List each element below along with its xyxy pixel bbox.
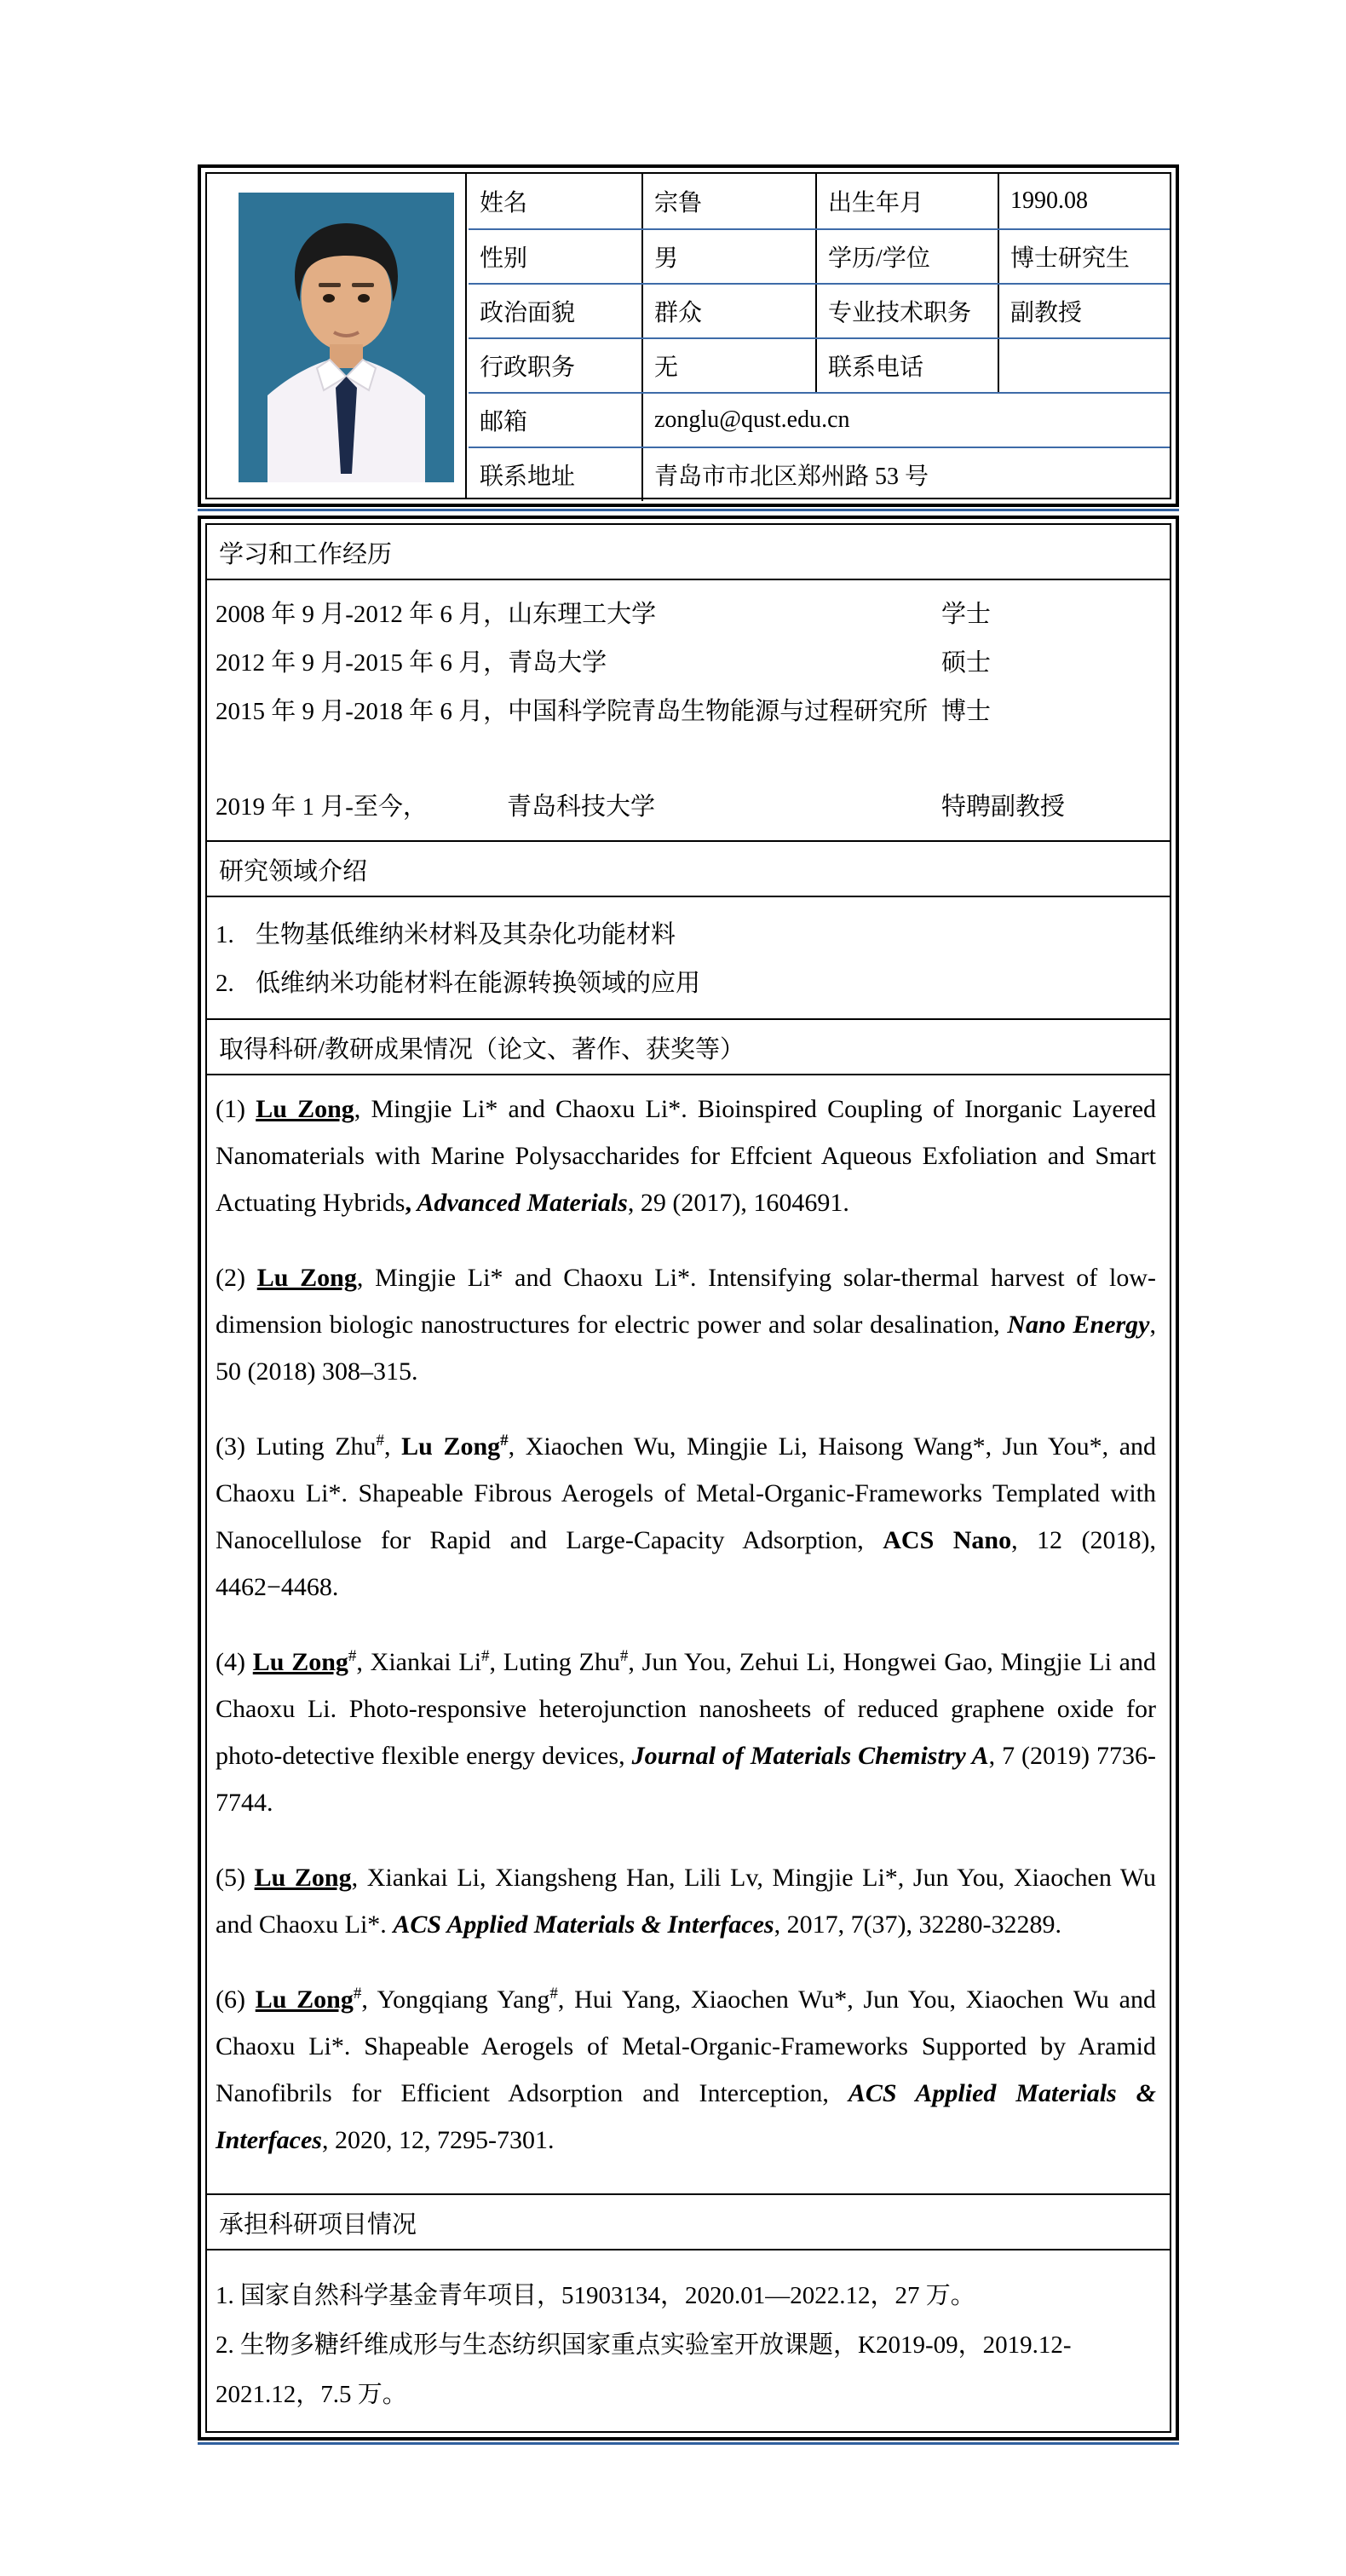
education-row <box>216 688 1158 736</box>
info-row-admin <box>469 337 1170 392</box>
pub-text: , Xiankai Li <box>356 1648 482 1676</box>
pub-superscript: # <box>549 1985 558 2003</box>
pub-text: (5) <box>216 1864 255 1892</box>
pub-text: (2) <box>216 1264 257 1292</box>
title-label: 专业技术职务 <box>815 285 998 337</box>
pub-author-highlight: Lu Zong <box>256 1095 354 1123</box>
pub-text: (4) <box>216 1648 253 1676</box>
right-eye <box>358 294 370 303</box>
cv-sections-table <box>198 516 1179 2441</box>
admin-value: 无 <box>641 339 815 392</box>
education-degree: 特聘副教授 <box>941 793 1066 821</box>
pub-superscript: # <box>348 1647 357 1665</box>
pub-text: , 2020, 12, 7295-7301. <box>321 2126 555 2154</box>
pub-journal: Nano Energy <box>1007 1311 1150 1339</box>
faculty-profile-document <box>198 164 1179 2445</box>
gender-value: 男 <box>641 230 815 283</box>
pub-superscript: # <box>619 1647 629 1665</box>
pub-journal: ACS Nano <box>883 1526 1012 1554</box>
info-row-political <box>469 283 1170 337</box>
pub-text: , 2017, 7(37), 32280-32289. <box>774 1910 1062 1939</box>
email-value: zonglu@qust.edu.cn <box>641 394 1170 447</box>
pub-journal: ACS Applied Materials & Interfaces <box>216 2079 1156 2154</box>
section-title-achievements: 取得科研/教研成果情况（论文、著作、获奖等） <box>207 1020 1170 1075</box>
education-degree: 学士 <box>941 601 992 628</box>
pub-journal: Advanced Materials <box>411 1189 628 1217</box>
pub-text: , 12 (2018), 4462−4468. <box>216 1526 1156 1601</box>
section-title-projects: 承担科研项目情况 <box>207 2195 1170 2250</box>
education-entry: 2012 年 9 月-2015 年 6 月，青岛大学 <box>216 649 607 677</box>
pub-text: , Hui Yang, Xiaochen Wu*, Jun You, Xiaochen Wu and Chaoxu Li*. Shapeable Aerogels of Metal-Organic-Frameworks Supported by Aramid Nanofibrils for Efficient Adsorption and Interception, <box>216 1985 1156 2107</box>
address-label: 联系地址 <box>480 464 576 490</box>
pub-text: , Mingjie Li* and Chaoxu Li*. Bioinspired Coupling of Inorganic Layered Nanomaterials with Marine Polysaccharides for Effcient Aqueous Exfoliation and Smart Actuating Hybrids <box>216 1095 1157 1217</box>
phone-label: 联系电话 <box>815 339 998 392</box>
pub-author-highlight: Lu Zong <box>255 1985 354 2014</box>
pub-text: , 7 (2019) 7736-7744. <box>216 1742 1156 1817</box>
research-item-number: 1. <box>216 921 234 948</box>
education-entry: 2015 年 9 月-2018 年 6 月，中国科学院青岛生物能源与过程研究所 <box>216 698 929 725</box>
section-title-education: 学习和工作经历 <box>207 525 1170 580</box>
pub-text: , 29 (2017), 1604691. <box>627 1189 849 1217</box>
pub-text: , Xiaochen Wu, Mingjie Li, Haisong Wang*, Jun You*, and Chaoxu Li*. Shapeable Fibrous Aerogels of Metal-Organic-Frameworks Templated with Nanocellulose for Rapid and Large-Capacity Adsorption, <box>216 1432 1157 1554</box>
pub-text: (3) Luting Zhu <box>216 1432 377 1461</box>
education-degree: 硕士 <box>941 649 992 677</box>
research-item <box>216 960 1158 1008</box>
pub-superscript: # <box>353 1985 362 2003</box>
personal-info-table <box>198 164 1179 507</box>
left-eyebrow <box>319 283 341 287</box>
pub-text: , 50 (2018) 308–315. <box>216 1311 1156 1386</box>
name-value: 宗鲁 <box>641 174 815 228</box>
degree-value: 博士研究生 <box>998 230 1170 283</box>
research-item-number: 2. <box>216 970 234 997</box>
info-row-address <box>469 447 1170 501</box>
photo-cell <box>207 174 467 498</box>
publication-6 <box>216 1976 1156 2164</box>
address-value: 青岛市市北区郑州路 53 号 <box>641 448 1170 501</box>
education-row <box>216 639 1158 688</box>
pub-author-highlight: Lu Zong <box>401 1432 501 1461</box>
education-entry: 2008 年 9 月-2012 年 6 月，山东理工大学 <box>216 601 657 628</box>
research-item <box>216 911 1158 960</box>
publication-3 <box>216 1423 1156 1611</box>
pub-text: (1) <box>216 1095 256 1123</box>
birth-label: 出生年月 <box>815 174 998 228</box>
pub-author-highlight: Lu Zong <box>254 1864 352 1892</box>
pub-superscript: # <box>500 1432 509 1449</box>
publication-1 <box>216 1086 1156 1226</box>
pub-author-highlight: Lu Zong <box>252 1648 348 1676</box>
info-row-gender <box>469 228 1170 283</box>
left-eye <box>323 294 335 303</box>
email-label: 邮箱 <box>480 409 528 435</box>
pub-journal: ACS Applied Materials & Interfaces <box>393 1910 774 1939</box>
pub-author-highlight: Lu Zong <box>256 1264 357 1292</box>
pub-text: , Yongqiang Yang <box>361 1985 550 2014</box>
education-entry <box>216 783 941 832</box>
pub-journal: Journal of Materials Chemistry A <box>631 1742 989 1770</box>
info-rows <box>469 174 1170 498</box>
education-row <box>216 591 1158 639</box>
admin-label: 行政职务 <box>480 354 576 381</box>
pub-text: , Jun You, Zehui Li, Hongwei Gao, Mingjie Li and Chaoxu Li. Photo-responsive heterojunction nanosheets of reduced graphene oxide for photo-detective flexible energy devices, <box>216 1648 1156 1770</box>
pub-text: , Mingjie Li* and Chaoxu Li*. Intensifying solar-thermal harvest of low-dimension biologic nanostructures for electric power and solar desalination, <box>216 1264 1157 1339</box>
phone-value <box>998 339 1170 392</box>
education-place: 青岛科技大学 <box>507 793 656 821</box>
pub-superscript: # <box>481 1647 490 1665</box>
publication-4 <box>216 1639 1156 1826</box>
title-value: 副教授 <box>998 285 1170 337</box>
section-title-research: 研究领域介绍 <box>207 842 1170 897</box>
table-bottom-accent-rule <box>198 2442 1179 2445</box>
research-item-text: 生物基低维纳米材料及其杂化功能材料 <box>256 921 676 948</box>
info-row-name <box>469 174 1170 228</box>
right-eyebrow <box>352 283 374 287</box>
table-bottom-accent-rule <box>198 509 1179 511</box>
education-period: 2019 年 1 月-至今， <box>216 793 428 821</box>
publication-5 <box>216 1854 1156 1948</box>
name-label: 姓名 <box>480 190 528 216</box>
gender-label: 性别 <box>480 245 528 272</box>
section-education <box>207 580 1170 842</box>
birth-value: 1990.08 <box>998 174 1170 228</box>
section-projects <box>207 2250 1170 2431</box>
pub-text: , Luting Zhu <box>489 1648 620 1676</box>
pub-text: , <box>384 1432 402 1461</box>
project-item: 1. 国家自然科学基金青年项目，51903134，2020.01—2022.12，27 万。 <box>216 2282 975 2309</box>
degree-label: 学历/学位 <box>815 230 998 283</box>
education-row <box>216 783 1158 832</box>
project-item: 2. 生物多糖纤维成形与生态纺织国家重点实验室开放课题，K2019-09，2019.12-2021.12，7.5 万。 <box>216 2331 1072 2408</box>
pub-text: , Xiankai Li, Xiangsheng Han, Lili Lv, Mingjie Li*, Jun You, Xiaochen Wu and Chaoxu Li*. <box>216 1864 1157 1939</box>
info-row-email <box>469 392 1170 447</box>
pub-text: , <box>405 1189 411 1217</box>
education-degree: 博士 <box>941 698 992 725</box>
section-research <box>207 897 1170 1020</box>
publication-2 <box>216 1254 1156 1395</box>
political-value: 群众 <box>641 285 815 337</box>
pub-text: (6) <box>216 1985 256 2014</box>
section-publications <box>207 1075 1170 2195</box>
research-item-text: 低维纳米功能材料在能源转换领域的应用 <box>256 970 701 997</box>
pub-superscript: # <box>376 1432 385 1449</box>
political-label: 政治面貌 <box>480 300 576 326</box>
id-photo <box>239 193 454 482</box>
